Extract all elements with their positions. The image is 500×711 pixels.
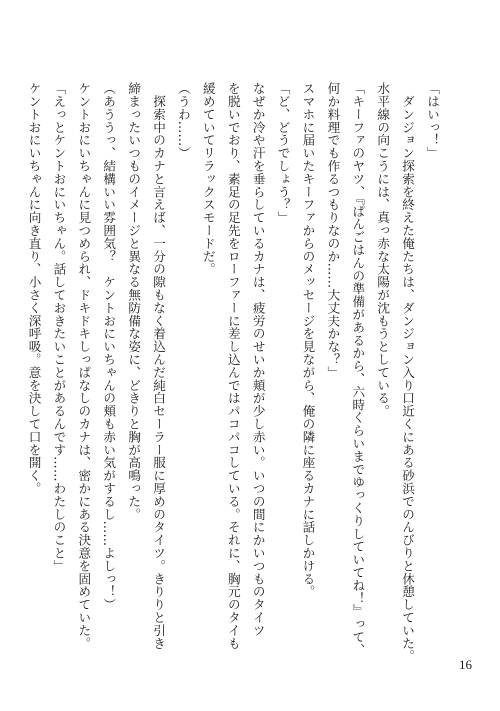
paragraph: 「えっとケントおにいちゃん。話しておきたいことがあるんです……わたしのこと」 (51, 82, 67, 573)
page-number: 16 (459, 657, 472, 672)
paragraph: 「はいっ！」 (425, 82, 440, 160)
paragraph: ケントおにいちゃんに見つめられ、ドキドキしっぱなしのカナは、密かにある決意を固めていた。 (76, 82, 92, 650)
paragraph: 「ど、どうでしょう？」 (275, 82, 291, 224)
paragraph: ダンジョン探索を終えた俺たちは、ダンジョン入り口近くにある砂浜でのんびりと休憩していた。 (400, 82, 416, 663)
paragraph: を脱いでおり、素足の足先をローファーに差し込んではパコパコしている。それに、胸元のタイも (225, 82, 241, 650)
paragraph: 「キーファのヤツ、『ぱんごはんの準備があるから、六時くらいまでゆっくりしていてね！』って、 (350, 82, 366, 657)
paragraph: 締まったいつものイメージと異なる無防備な姿に、どきりと胸が高鳴った。 (126, 82, 142, 521)
body-text (21, 82, 444, 663)
paragraph: 緩めていてリラックスモードだ。 (200, 82, 216, 276)
paragraph: 水平線の向こうには、真っ赤な太陽が沈もうとしている。 (375, 82, 391, 418)
paragraph: 何か料理でも作るつもりなのか……大丈夫かな？」 (325, 82, 341, 379)
paragraph: スマホに届いたキーファからのメッセージを見ながら、俺の隣に座るカナに話しかける。 (300, 82, 316, 598)
paragraph: 探索中のカナと言えば、一分の隙もなく着込んだ純白セーラー服に厚めのタイツ。きりりと引き (151, 82, 167, 650)
paragraph: なぜか冷や汗を垂らしているカナは、疲労のせいか頬が少し赤い。いつの間にかいつものタイツ (250, 82, 266, 637)
paragraph: （うわ……） (175, 82, 191, 160)
paragraph: （あううっ、結構いい雰囲気？ ケントおにいちゃんの頬も赤い気がするし……よしっ！） (101, 82, 117, 611)
paragraph: ケントおにいちゃんに向き直り、小さく深呼吸。意を決して口を開く。 (26, 82, 42, 495)
